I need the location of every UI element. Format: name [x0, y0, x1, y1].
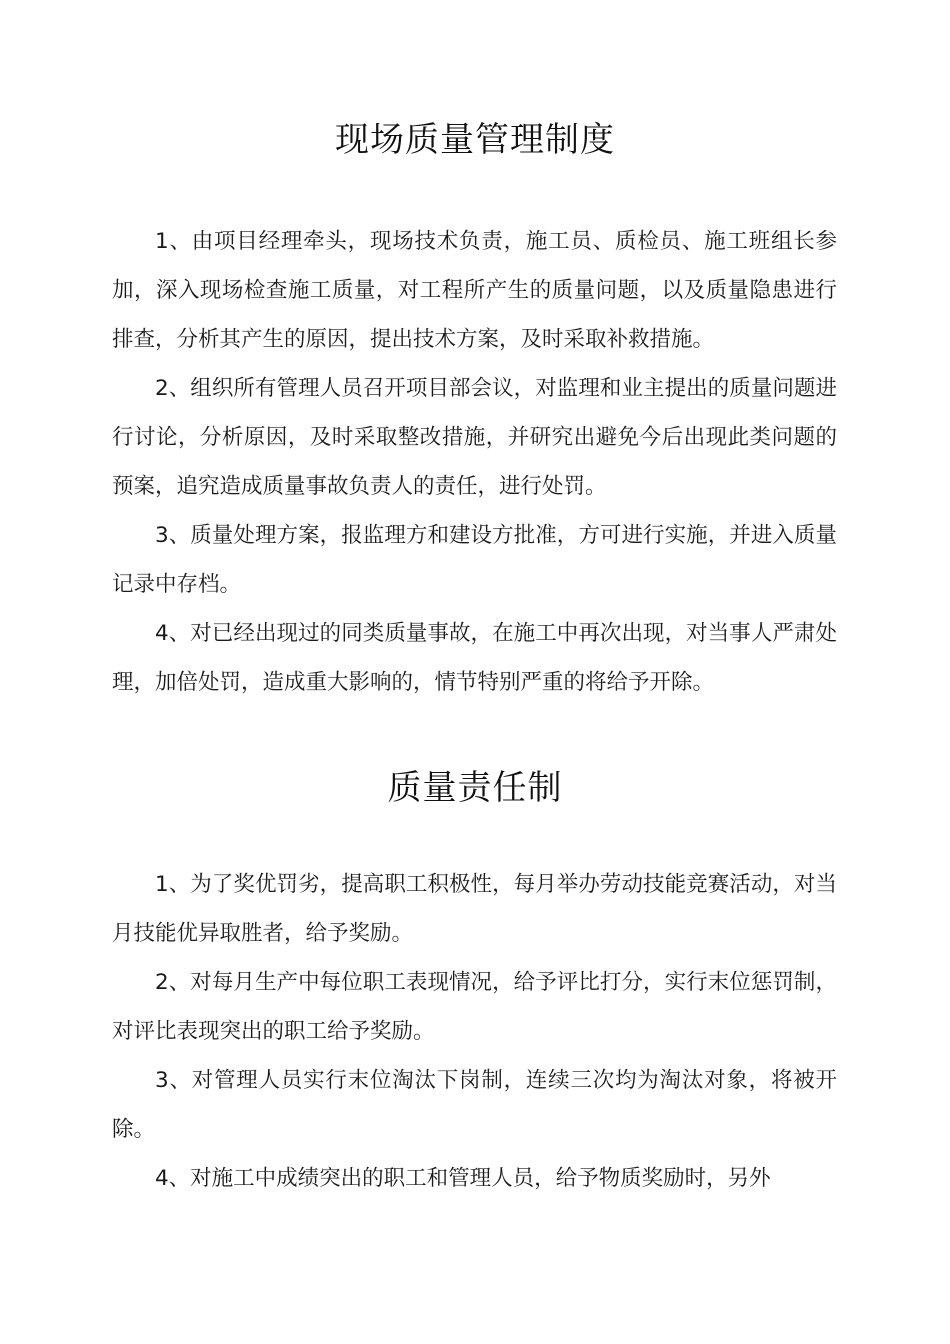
- paragraph-5: 1、为了奖优罚劣，提高职工积极性，每月举办劳动技能竞赛活动，对当月技能优异取胜者，给予奖励。: [112, 872, 837, 946]
- paragraph-6: 2、对每月生产中每位职工表现情况，给予评比打分，实行末位惩罚制，对评比表现突出的职工给予奖励。: [112, 970, 837, 1044]
- paragraph-3: 3、质量处理方案，报监理方和建设方批准，方可进行实施，并进入质量记录中存档。: [112, 523, 837, 597]
- paragraph-8: 4、对施工中成绩突出的职工和管理人员，给予物质奖励时，另外: [155, 1166, 771, 1191]
- section-title-site-quality-management: 现场质量管理制度: [335, 120, 615, 160]
- section-title-quality-responsibility: 质量责任制: [387, 768, 563, 808]
- paragraph-2: 2、组织所有管理人员召开项目部会议，对监理和业主提出的质量问题进行讨论，分析原因，及时采取整改措施，并研究出避免今后出现此类问题的预案，追究造成质量事故负责人的责任，进行处罚。: [112, 376, 837, 499]
- paragraph-4: 4、对已经出现过的同类质量事故，在施工中再次出现，对当事人严肃处理，加倍处罚，造成重大影响的，情节特别严重的将给予开除。: [112, 621, 837, 695]
- paragraph-7: 3、对管理人员实行末位淘汰下岗制，连续三次均为淘汰对象，将被开除。: [112, 1068, 837, 1142]
- paragraph-1: 1、由项目经理牵头，现场技术负责，施工员、质检员、施工班组长参加，深入现场检查施工质量，对工程所产生的质量问题，以及质量隐患进行排查，分析其产生的原因，提出技术方案，及时采取补救措施。: [112, 229, 837, 352]
